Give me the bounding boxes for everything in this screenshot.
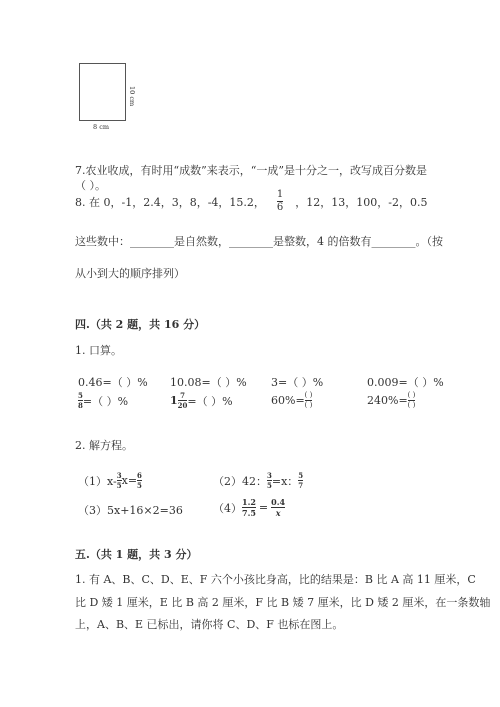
calc-r2-3: 60%= $\frac{( )}{( )}$ [271,391,313,409]
q8-fraction: $\frac{1}{6}$ [276,189,284,213]
q1-line3: 上，A、B、E 已标出，请你将 C、D、F 也标在图上。 [75,618,344,631]
q8-line3: 从小到大的顺序排列） [75,267,185,280]
calc-r2-3-frac: $\frac{( )}{( )}$ [304,391,313,409]
q8-prefix: 8. 在 0，-1，2.4，3，8，-4，15.2， [75,195,265,209]
calc-r1-1: 0.46=（ ）% [78,376,148,389]
q7-line2: （ ）。 [75,179,106,192]
calc-title: 1. 口算。 [75,344,122,357]
calc-r1-2: 10.08=（ ）% [170,376,247,389]
q7-line1: 7.农业收成，有时用“成数”来表示，“一成”是十分之一，改写成百分数是 [75,164,427,177]
calc-r1-4: 0.009=（ ）% [367,376,444,389]
calc-r2-2-frac: $\frac{7}{20}$ [177,391,188,410]
calc-r1-3: 3=（ ）% [271,376,324,389]
calc-r2-4: 240%= $\frac{( )}{( )}$ [367,391,416,409]
height-label: 10 cm [128,86,136,107]
calc-r2-1-frac: $\frac{5}{8}$ [78,391,83,410]
calc-r2-4-frac: $\frac{( )}{( )}$ [407,391,416,409]
section4-title: 四.（共 2 题，共 16 分） [75,318,206,331]
equation-2: （2）42： $\frac{3}{5}$ =x： $\frac{5}{7}$ [213,471,304,490]
q8-suffix: ，12，13，100，-2，0.5 [295,195,428,209]
q1-line2: 比 D 矮 1 厘米，E 比 B 高 2 厘米，F 比 B 矮 7 厘米，比 D 矮 2 厘米，在一条数轴 [75,596,491,609]
q1-line1: 1. 有 A、B、C、D、E、F 六个小孩比身高，比的结果是：B 比 A 高 11 厘米，C [75,573,476,586]
calc-r2-2: 1 $\frac{7}{20}$ =（ ）% [170,391,233,410]
equation-4: （4） $\frac{1.2}{7.5}$ = $\frac{0.4}{x}$ [213,497,286,518]
width-label: 8 cm [93,123,110,131]
equations-title: 2. 解方程。 [75,439,133,452]
q8-line2: 这些数中：________是自然数，________是整数，4 的倍数有________。（按 [75,235,443,248]
equation-1: （1）x- $\frac{3}{5}$ x= $\frac{6}{5}$ [78,471,142,490]
section5-title: 五.（共 1 题，共 3 分） [75,548,198,561]
rectangle-figure [79,63,126,121]
calc-r2-1: $\frac{5}{8}$ =（ ）% [78,391,129,410]
equation-3: （3）5x+16×2=36 [78,504,183,517]
q8-line1 [75,190,427,213]
